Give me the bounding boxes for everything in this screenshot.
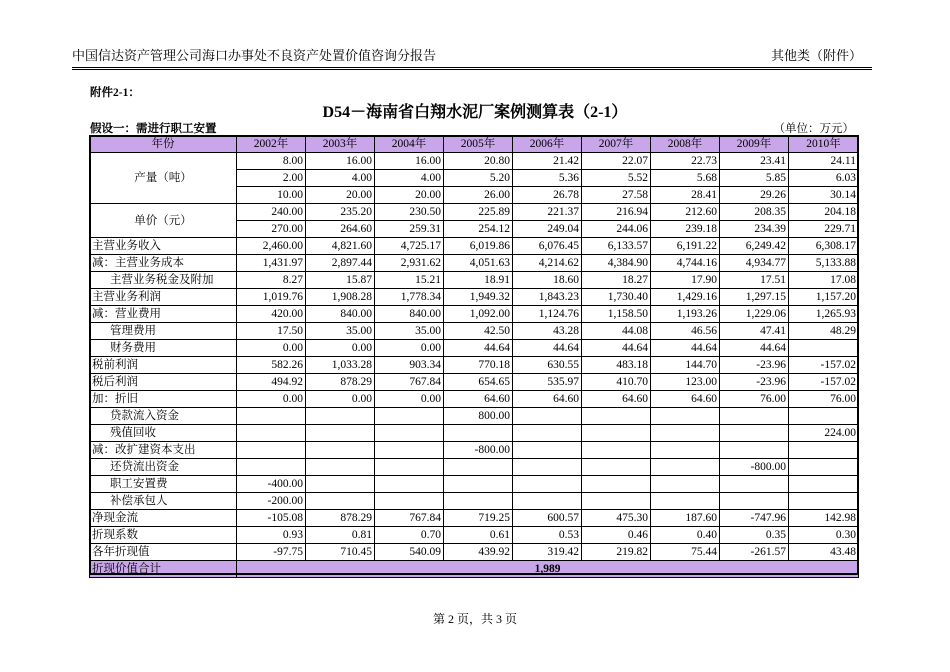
table-row (90, 289, 859, 306)
year-header-cell: 2005年 (444, 136, 513, 153)
value-cell (375, 408, 444, 425)
value-cell: 21.42 (513, 153, 582, 170)
row-label: 贷款流入资金 (90, 408, 237, 425)
row-label: 主营业务利润 (90, 289, 237, 306)
value-cell: 5.85 (720, 170, 789, 187)
value-cell: 43.48 (789, 544, 859, 561)
row-label: 税前利润 (90, 357, 237, 374)
table-row (90, 255, 859, 272)
value-cell (306, 476, 375, 493)
value-cell: 229.71 (789, 221, 859, 238)
value-cell: 2,460.00 (237, 238, 306, 255)
value-cell (513, 408, 582, 425)
value-cell: 1,429.16 (651, 289, 720, 306)
value-cell: 770.18 (444, 357, 513, 374)
value-cell: 1,431.97 (237, 255, 306, 272)
value-cell (651, 493, 720, 510)
total-value: 1,989 (237, 561, 859, 578)
value-cell (375, 476, 444, 493)
value-cell: 1,949.32 (444, 289, 513, 306)
value-cell: 18.60 (513, 272, 582, 289)
row-label: 减：改扩建资本支出 (90, 442, 237, 459)
value-cell (582, 442, 651, 459)
value-cell: 46.56 (651, 323, 720, 340)
value-cell: 878.29 (306, 510, 375, 527)
value-cell: 224.00 (789, 425, 859, 442)
table-row (90, 238, 859, 255)
value-cell: 17.50 (237, 323, 306, 340)
value-cell: 144.70 (651, 357, 720, 374)
value-cell: 219.82 (582, 544, 651, 561)
table-row (90, 340, 859, 357)
table-row (90, 391, 859, 408)
value-cell: 800.00 (444, 408, 513, 425)
value-cell: 5.68 (651, 170, 720, 187)
value-cell: 26.78 (513, 187, 582, 204)
value-cell: 4,744.16 (651, 255, 720, 272)
value-cell (375, 442, 444, 459)
value-cell: 43.28 (513, 323, 582, 340)
value-cell: 64.60 (651, 391, 720, 408)
value-cell: 35.00 (306, 323, 375, 340)
row-label: 财务费用 (90, 340, 237, 357)
value-cell (720, 476, 789, 493)
value-cell: 235.20 (306, 204, 375, 221)
value-cell: 76.00 (789, 391, 859, 408)
value-cell (237, 425, 306, 442)
value-cell: 4,934.77 (720, 255, 789, 272)
value-cell: 1,843.23 (513, 289, 582, 306)
value-cell (513, 459, 582, 476)
value-cell: 30.14 (789, 187, 859, 204)
value-cell: 15.87 (306, 272, 375, 289)
value-cell: 239.18 (651, 221, 720, 238)
value-cell: 20.00 (375, 187, 444, 204)
value-cell: -23.96 (720, 374, 789, 391)
table-row (90, 459, 859, 476)
value-cell: 654.65 (444, 374, 513, 391)
value-cell (306, 493, 375, 510)
value-cell: 187.60 (651, 510, 720, 527)
value-cell (444, 459, 513, 476)
total-label: 折现价值合计 (90, 561, 237, 578)
value-cell: 16.00 (375, 153, 444, 170)
value-cell: 1,730.40 (582, 289, 651, 306)
value-cell: 319.42 (513, 544, 582, 561)
value-cell: 1,157.20 (789, 289, 859, 306)
value-cell: 475.30 (582, 510, 651, 527)
value-cell: 535.97 (513, 374, 582, 391)
value-cell: 44.64 (651, 340, 720, 357)
year-header-cell: 2003年 (306, 136, 375, 153)
row-label: 管理费用 (90, 323, 237, 340)
table-row (90, 323, 859, 340)
value-cell: 420.00 (237, 306, 306, 323)
value-cell: 0.00 (375, 391, 444, 408)
table-row (90, 374, 859, 391)
value-cell: 254.12 (444, 221, 513, 238)
value-cell: 44.64 (444, 340, 513, 357)
value-cell: -157.02 (789, 374, 859, 391)
value-cell: 240.00 (237, 204, 306, 221)
header-rule-top (72, 67, 872, 68)
table-row (90, 408, 859, 425)
year-header-cell: 2004年 (375, 136, 444, 153)
value-cell (720, 408, 789, 425)
value-cell (582, 408, 651, 425)
value-cell: 204.18 (789, 204, 859, 221)
table-row (90, 357, 859, 374)
value-cell: 22.73 (651, 153, 720, 170)
value-cell: 35.00 (375, 323, 444, 340)
value-cell (789, 493, 859, 510)
value-cell: 17.90 (651, 272, 720, 289)
value-cell: 47.41 (720, 323, 789, 340)
value-cell (513, 476, 582, 493)
value-cell (375, 425, 444, 442)
year-header-row (90, 136, 859, 153)
value-cell: 0.35 (720, 527, 789, 544)
value-cell: 5.52 (582, 170, 651, 187)
table-row (90, 442, 859, 459)
row-label: 残值回收 (90, 425, 237, 442)
value-cell: 221.37 (513, 204, 582, 221)
value-cell: 17.08 (789, 272, 859, 289)
value-cell: 0.00 (237, 340, 306, 357)
value-cell: 840.00 (375, 306, 444, 323)
year-header-cell: 2002年 (237, 136, 306, 153)
value-cell: 878.29 (306, 374, 375, 391)
value-cell (582, 425, 651, 442)
value-cell: 4,821.60 (306, 238, 375, 255)
value-cell: 0.53 (513, 527, 582, 544)
header-rule-bottom (72, 69, 872, 70)
row-label: 加：折旧 (90, 391, 237, 408)
value-cell: 142.98 (789, 510, 859, 527)
value-cell: 630.55 (513, 357, 582, 374)
value-cell: 44.64 (513, 340, 582, 357)
value-cell: 6,019.86 (444, 238, 513, 255)
row-label: 各年折现值 (90, 544, 237, 561)
value-cell: 26.00 (444, 187, 513, 204)
table-title: D54－海南省白翔水泥厂案例测算表（2-1） (322, 104, 628, 121)
value-cell: 0.00 (306, 391, 375, 408)
table-row (90, 544, 859, 561)
value-cell: 6,308.17 (789, 238, 859, 255)
value-cell: 264.60 (306, 221, 375, 238)
value-cell: 44.08 (582, 323, 651, 340)
value-cell: 18.27 (582, 272, 651, 289)
value-cell: 0.46 (582, 527, 651, 544)
row-label: 减：营业费用 (90, 306, 237, 323)
value-cell: -747.96 (720, 510, 789, 527)
value-cell: 8.00 (237, 153, 306, 170)
value-cell: 0.00 (375, 340, 444, 357)
row-label: 税后利润 (90, 374, 237, 391)
year-header-cell: 2006年 (513, 136, 582, 153)
output-row (90, 153, 859, 170)
value-cell: 6,191.22 (651, 238, 720, 255)
value-cell: 1,297.15 (720, 289, 789, 306)
year-header-cell: 2010年 (789, 136, 859, 153)
value-cell: 540.09 (375, 544, 444, 561)
value-cell: 4,214.62 (513, 255, 582, 272)
value-cell (582, 493, 651, 510)
value-cell: 1,092.00 (444, 306, 513, 323)
value-cell: 76.00 (720, 391, 789, 408)
assumption-label: 假设一：需进行职工安置 (90, 123, 217, 135)
value-cell: 5.20 (444, 170, 513, 187)
appendix-label: 附件2-1： (90, 87, 140, 99)
value-cell: 216.94 (582, 204, 651, 221)
value-cell: 0.81 (306, 527, 375, 544)
value-cell: 0.30 (789, 527, 859, 544)
row-label: 补偿承包人 (90, 493, 237, 510)
table-row (90, 510, 859, 527)
value-cell (237, 442, 306, 459)
value-cell: 767.84 (375, 374, 444, 391)
value-cell: 1,019.76 (237, 289, 306, 306)
value-cell (237, 408, 306, 425)
page-footer: 第 2 页，共 3 页 (432, 612, 517, 626)
value-cell: 23.41 (720, 153, 789, 170)
value-cell (789, 476, 859, 493)
value-cell (720, 425, 789, 442)
value-cell: 439.92 (444, 544, 513, 561)
value-cell: 212.60 (651, 204, 720, 221)
value-cell (789, 408, 859, 425)
value-cell (789, 442, 859, 459)
value-cell: -261.57 (720, 544, 789, 561)
value-cell (651, 425, 720, 442)
year-header-cell: 2009年 (720, 136, 789, 153)
value-cell: 1,229.06 (720, 306, 789, 323)
output-label: 产量（吨） (90, 153, 237, 204)
value-cell: -800.00 (444, 442, 513, 459)
row-label: 净现金流 (90, 510, 237, 527)
table-row (90, 306, 859, 323)
value-cell (513, 442, 582, 459)
value-cell (720, 493, 789, 510)
year-header-cell: 2007年 (582, 136, 651, 153)
value-cell (651, 442, 720, 459)
value-cell: 483.18 (582, 357, 651, 374)
calculation-table (89, 135, 859, 578)
value-cell: 22.07 (582, 153, 651, 170)
value-cell: 20.80 (444, 153, 513, 170)
value-cell: 0.00 (237, 391, 306, 408)
value-cell: 410.70 (582, 374, 651, 391)
value-cell (444, 476, 513, 493)
value-cell: -800.00 (720, 459, 789, 476)
value-cell (306, 425, 375, 442)
value-cell (375, 493, 444, 510)
row-label: 折现系数 (90, 527, 237, 544)
value-cell: 710.45 (306, 544, 375, 561)
value-cell: 1,193.26 (651, 306, 720, 323)
row-label: 主营业务收入 (90, 238, 237, 255)
value-cell: 75.44 (651, 544, 720, 561)
value-cell (306, 408, 375, 425)
value-cell: 0.40 (651, 527, 720, 544)
value-cell (582, 476, 651, 493)
value-cell: 4,384.90 (582, 255, 651, 272)
value-cell: 28.41 (651, 187, 720, 204)
value-cell: 208.35 (720, 204, 789, 221)
value-cell (306, 459, 375, 476)
value-cell (651, 408, 720, 425)
value-cell: 0.61 (444, 527, 513, 544)
value-cell (651, 459, 720, 476)
row-label: 主营业务税金及附加 (90, 272, 237, 289)
value-cell: 44.64 (582, 340, 651, 357)
table-row (90, 527, 859, 544)
row-label: 还贷流出资金 (90, 459, 237, 476)
value-cell (444, 493, 513, 510)
value-cell: 44.64 (720, 340, 789, 357)
value-cell: 225.89 (444, 204, 513, 221)
value-cell: 6,249.42 (720, 238, 789, 255)
value-cell: 1,158.50 (582, 306, 651, 323)
value-cell: 1,778.34 (375, 289, 444, 306)
value-cell: 1,265.93 (789, 306, 859, 323)
price-row (90, 204, 859, 221)
value-cell: 1,033.28 (306, 357, 375, 374)
value-cell: 4.00 (306, 170, 375, 187)
value-cell: 270.00 (237, 221, 306, 238)
value-cell (720, 442, 789, 459)
value-cell: 17.51 (720, 272, 789, 289)
value-cell: 767.84 (375, 510, 444, 527)
value-cell: -23.96 (720, 357, 789, 374)
value-cell: 2,931.62 (375, 255, 444, 272)
value-cell: 1,908.28 (306, 289, 375, 306)
value-cell: 4,725.17 (375, 238, 444, 255)
value-cell: 27.58 (582, 187, 651, 204)
value-cell: 719.25 (444, 510, 513, 527)
value-cell: 123.00 (651, 374, 720, 391)
value-cell: 6.03 (789, 170, 859, 187)
value-cell: -157.02 (789, 357, 859, 374)
value-cell (444, 425, 513, 442)
value-cell: 2,897.44 (306, 255, 375, 272)
value-cell: 249.04 (513, 221, 582, 238)
value-cell: 4.00 (375, 170, 444, 187)
value-cell: 4,051.63 (444, 255, 513, 272)
value-cell: 42.50 (444, 323, 513, 340)
value-cell: 0.93 (237, 527, 306, 544)
value-cell: 2.00 (237, 170, 306, 187)
table-row (90, 272, 859, 289)
report-header-category: 其他类（附件） (770, 48, 862, 63)
value-cell: 1,124.76 (513, 306, 582, 323)
value-cell: 6,133.57 (582, 238, 651, 255)
price-label: 单价（元） (90, 204, 237, 238)
header-label: 年份 (90, 136, 237, 153)
value-cell (237, 459, 306, 476)
value-cell: 10.00 (237, 187, 306, 204)
unit-label: （单位：万元） (773, 123, 854, 135)
value-cell: 234.39 (720, 221, 789, 238)
value-cell: 18.91 (444, 272, 513, 289)
row-label: 减：主营业务成本 (90, 255, 237, 272)
value-cell (789, 459, 859, 476)
value-cell: 64.60 (513, 391, 582, 408)
value-cell (306, 442, 375, 459)
value-cell: 6,076.45 (513, 238, 582, 255)
table-row (90, 425, 859, 442)
value-cell: 24.11 (789, 153, 859, 170)
value-cell (513, 493, 582, 510)
value-cell: -200.00 (237, 493, 306, 510)
value-cell: 64.60 (444, 391, 513, 408)
value-cell: 600.57 (513, 510, 582, 527)
value-cell: 840.00 (306, 306, 375, 323)
value-cell: -105.08 (237, 510, 306, 527)
value-cell: 903.34 (375, 357, 444, 374)
table-row (90, 476, 859, 493)
value-cell: 244.06 (582, 221, 651, 238)
value-cell: 20.00 (306, 187, 375, 204)
total-row (90, 561, 859, 578)
value-cell (789, 340, 859, 357)
value-cell: 8.27 (237, 272, 306, 289)
value-cell: -400.00 (237, 476, 306, 493)
value-cell: 16.00 (306, 153, 375, 170)
value-cell (582, 459, 651, 476)
value-cell: 582.26 (237, 357, 306, 374)
row-label: 职工安置费 (90, 476, 237, 493)
value-cell: 0.70 (375, 527, 444, 544)
value-cell: 494.92 (237, 374, 306, 391)
value-cell: 5,133.88 (789, 255, 859, 272)
value-cell (651, 476, 720, 493)
value-cell: 0.00 (306, 340, 375, 357)
value-cell: 48.29 (789, 323, 859, 340)
value-cell: 15.21 (375, 272, 444, 289)
table-row (90, 493, 859, 510)
value-cell: 64.60 (582, 391, 651, 408)
value-cell (513, 425, 582, 442)
value-cell: 5.36 (513, 170, 582, 187)
value-cell: 29.26 (720, 187, 789, 204)
value-cell: 230.50 (375, 204, 444, 221)
value-cell (375, 459, 444, 476)
year-header-cell: 2008年 (651, 136, 720, 153)
report-header-title: 中国信达资产管理公司海口办事处不良资产处置价值咨询分报告 (72, 48, 437, 63)
value-cell: -97.75 (237, 544, 306, 561)
value-cell: 259.31 (375, 221, 444, 238)
